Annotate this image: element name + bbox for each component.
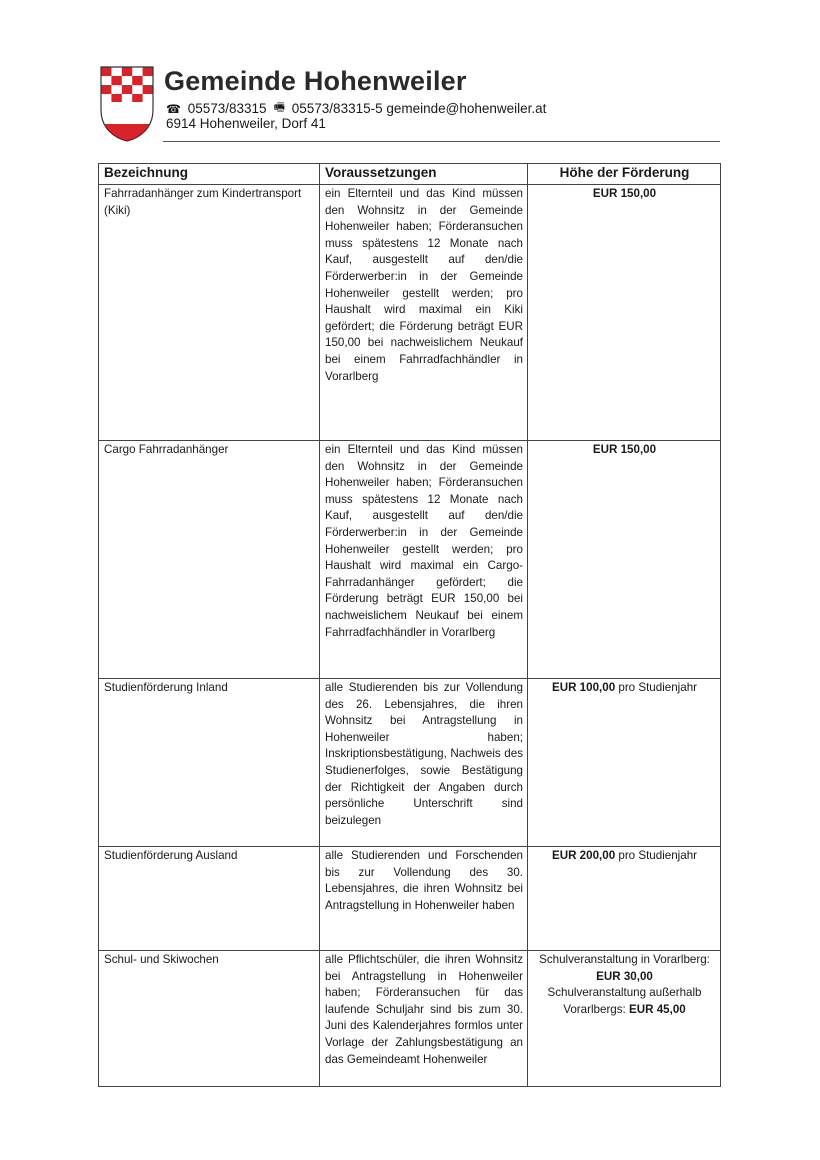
phone-number: 05573/83315 xyxy=(187,101,267,116)
row-amount xyxy=(528,951,721,1087)
row-amount xyxy=(528,679,721,847)
row-name: Studienförderung Ausland xyxy=(99,847,320,951)
amount-label-inland: Schulveranstaltung in Vorarlberg: xyxy=(539,953,710,966)
table-row xyxy=(99,847,721,951)
row-name: Schul- und Skiwochen xyxy=(99,951,320,1087)
organization-name: Gemeinde Hohenweiler xyxy=(164,66,467,96)
row-amount xyxy=(528,847,721,951)
header-divider xyxy=(163,141,720,142)
coat-of-arms-icon xyxy=(100,66,154,142)
row-name: Fahrradanhänger zum Kindertransport (Kiki) xyxy=(99,185,320,441)
row-name: Studienförderung Inland xyxy=(99,679,320,847)
row-amount xyxy=(528,441,721,679)
amount-value: EUR 150,00 xyxy=(592,443,657,456)
table-row xyxy=(99,185,721,441)
row-amount xyxy=(528,185,721,441)
table-header-row xyxy=(99,164,721,185)
amount-suffix: pro Studienjahr xyxy=(615,849,698,862)
fax-icon: 🖷 xyxy=(270,100,285,114)
amount-value: EUR 100,00 xyxy=(551,681,616,694)
column-header-voraussetzungen: Voraussetzungen xyxy=(320,164,528,185)
funding-table xyxy=(98,163,721,1087)
row-requirements: ein Elternteil und das Kind müssen den Wohnsitz in der Gemeinde Hohenweiler haben; Förderansuchen muss spätestens 12 Monate nach Kauf, ausgestellt auf den/die Förderwerber:in in der Gemeinde Hohenweiler gestellt werden; pro Haushalt wird maximal ein Cargo-Fahrradanhänger gefördert; die Förderung beträgt EUR 150,00 bei nachweislichem Neukauf bei einem Fahrradfachhändler in Vorarlberg xyxy=(320,441,528,679)
phone-icon: ☎ xyxy=(166,101,181,116)
row-requirements: alle Studierenden bis zur Vollendung des 26. Lebensjahres, die ihren Wohnsitz bei Antragstellung in Hohenweiler haben; Inskriptionsbestätigung, Nachweis des Studienerfolges, sowie Bestätigung der Richtigkeit der Angaben durch persönliche Unterschrift sind beizulegen xyxy=(320,679,528,847)
amount-suffix: pro Studienjahr xyxy=(615,681,698,694)
letterhead xyxy=(100,66,720,146)
amount-value: EUR 200,00 xyxy=(551,849,616,862)
table-row xyxy=(99,951,721,1087)
row-name: Cargo Fahrradanhänger xyxy=(99,441,320,679)
row-requirements: alle Studierenden und Forschenden bis zur Vollendung des 30. Lebensjahres, die ihren Wohnsitz bei Antragstellung in Hohenweiler haben xyxy=(320,847,528,951)
amount-value: EUR 150,00 xyxy=(592,187,657,200)
fax-number: 05573/83315-5 xyxy=(291,101,383,116)
table-row xyxy=(99,441,721,679)
row-requirements: alle Pflichtschüler, die ihren Wohnsitz bei Antragstellung in Hohenweiler haben; Förderansuchen für das laufende Schuljahr sind bis zum 30. Juni des Kalenderjahres formlos unter Vorlage der Zahlungsbestätigung an das Gemeindeamt Hohenweiler xyxy=(320,951,528,1087)
postal-address: 6914 Hohenweiler, Dorf 41 xyxy=(166,116,326,131)
amount-value-inland: EUR 30,00 xyxy=(596,969,653,983)
amount-value-ausland: EUR 45,00 xyxy=(629,1002,686,1016)
amount-label-ausland: Schulveranstaltung außerhalb Vorarlbergs: xyxy=(547,986,702,1016)
row-requirements: ein Elternteil und das Kind müssen den Wohnsitz in der Gemeinde Hohenweiler haben; Förderansuchen muss spätestens 12 Monate nach Kauf, ausgestellt auf den/die Förderwerber:in in der Gemeinde Hohenweiler gestellt werden; pro Haushalt wird maximal ein Kiki gefördert; die Förderung beträgt EUR 150,00 bei nachweislichem Neukauf bei einem Fahrradfachhändler in Vorarlberg xyxy=(320,185,528,441)
column-header-foerderung: Höhe der Förderung xyxy=(528,164,721,185)
table-row xyxy=(99,679,721,847)
email-address[interactable]: gemeinde@hohenweiler.at xyxy=(386,101,547,116)
column-header-bezeichnung: Bezeichnung xyxy=(99,164,320,185)
